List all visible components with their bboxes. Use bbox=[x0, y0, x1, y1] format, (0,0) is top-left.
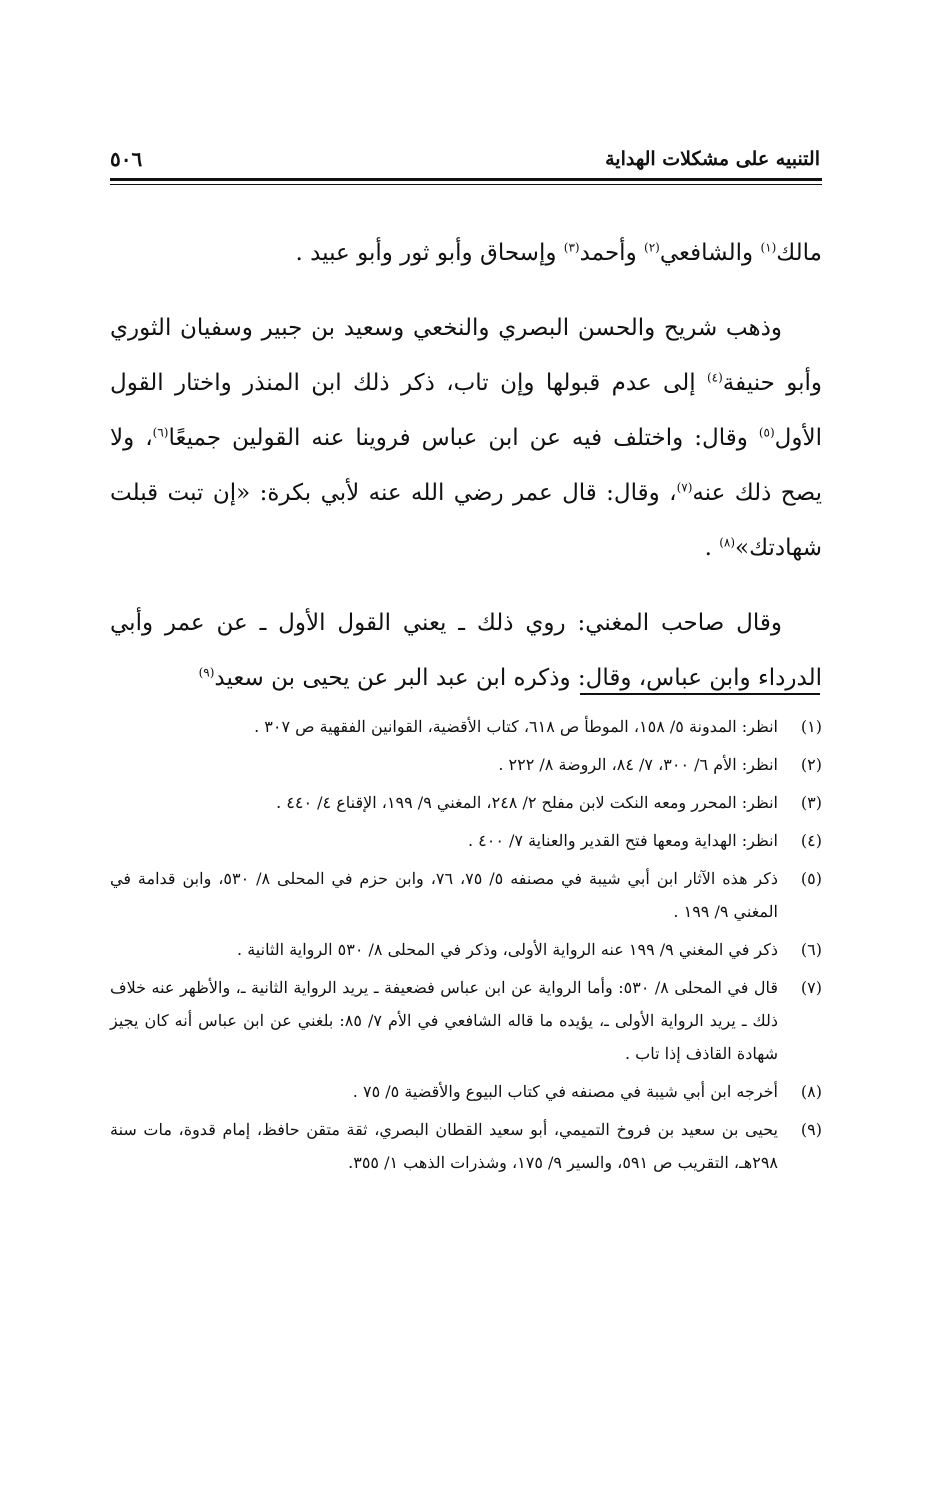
text-span: إلى عدم قبولها وإن تاب، ذكر ذلك ابن المنذر واختار القول الأول bbox=[110, 370, 822, 451]
footnote-number: (٨) bbox=[800, 1082, 822, 1101]
footnote bbox=[110, 710, 822, 743]
footnote bbox=[110, 933, 822, 966]
footnote bbox=[110, 862, 822, 928]
text-span: وإسحاق وأبو ثور وأبو عبيد . bbox=[295, 240, 564, 266]
text-span: ، وقال: قال عمر رضي الله عنه لأبي بكرة: «إن تبت قبلت شهادتك» bbox=[110, 480, 822, 561]
footnote-number: (٣) bbox=[800, 793, 822, 812]
footnote-text: يحيى بن سعيد بن فروخ التميمي، أبو سعيد القطان البصري، ثقة متقن حافظ، إمام قدوة، مات سنة ٢٩٨هـ، التقريب ص ٥٩١، والسير ٩/ ١٧٥، وشذرات الذهب ١/ ٣٥٥. bbox=[110, 1120, 778, 1172]
footnote-ref-3: (٣) bbox=[563, 240, 580, 255]
footnote-text: أخرجه ابن أبي شيبة في مصنفه في كتاب البيوع والأقضية ٥/ ٧٥ . bbox=[352, 1082, 778, 1101]
text-span: وقال صاحب المغني: روي ذلك ـ يعني القول الأول ـ عن عمر وأبي الدرداء وابن عباس، وقال: وذكره ابن عبد البر عن يحيى بن سعيد bbox=[110, 610, 822, 691]
footnote bbox=[110, 786, 822, 819]
footnote-ref-6: (٦) bbox=[152, 425, 169, 440]
footnote-separator bbox=[580, 693, 820, 695]
footnote bbox=[110, 1113, 822, 1179]
page-number: ٥٠٦ bbox=[110, 147, 143, 171]
footnote-text: انظر: الهداية ومعها فتح القدير والعناية ٧/ ٤٠٠ . bbox=[467, 831, 778, 850]
text-span: ، ولا يصح ذلك عنه bbox=[110, 425, 822, 506]
footnote-ref-8: (٨) bbox=[719, 535, 736, 550]
text-span: . bbox=[704, 535, 720, 561]
footnote-text: انظر: المحرر ومعه النكت لابن مفلح ٢/ ٢٤٨، المغني ٩/ ١٩٩، الإقناع ٤/ ٤٤٠ . bbox=[276, 793, 778, 812]
footnote-ref-1: (١) bbox=[760, 240, 777, 255]
text-span: والشافعي bbox=[659, 240, 761, 266]
footnote-number: (٤) bbox=[800, 831, 822, 850]
footnote-ref-9: (٩) bbox=[198, 665, 215, 680]
header-rule-thick bbox=[110, 178, 822, 181]
footnote-text: انظر: المدونة ٥/ ١٥٨، الموطأ ص ٦١٨، كتاب الأقضية، القوانين الفقهية ص ٣٠٧ . bbox=[254, 717, 778, 736]
text-span: وقال: واختلف فيه عن ابن عباس فروينا عنه القولين جميعًا bbox=[168, 425, 759, 451]
footnote-text: قال في المحلى ٨/ ٥٣٠: وأما الرواية عن ابن عباس فضعيفة ـ يريد الرواية الثانية ـ، والأظهر عنه خلاف ذلك ـ يريد الرواية الأولى ـ، يؤيده ما قاله الشافعي في الأم ٧/ ٨٥: بلغني عن ابن عباس أنه كان يجيز شهادة القاذف إذا تاب . bbox=[110, 978, 779, 1063]
text-span: مالك bbox=[776, 240, 822, 266]
footnote-number: (٧) bbox=[800, 978, 822, 997]
text-span: وأحمد bbox=[579, 240, 644, 266]
footnote-text: انظر: الأم ٦/ ٣٠٠، ٧/ ٨٤، الروضة ٨/ ٢٢٢ . bbox=[498, 755, 778, 774]
text-span: وذهب شريح والحسن البصري والنخعي وسعيد بن جبير وسفيان الثوري وأبو حنيفة bbox=[110, 315, 823, 396]
paragraph-1 bbox=[110, 226, 822, 281]
footnote-text: ذكر في المغني ٩/ ١٩٩ عنه الرواية الأولى، وذكر في المحلى ٨/ ٥٣٠ الرواية الثانية . bbox=[237, 940, 778, 959]
footnote-number: (٦) bbox=[800, 940, 822, 959]
footnote bbox=[110, 971, 822, 1070]
running-title: التنبيه على مشكلات الهداية bbox=[605, 148, 820, 170]
footnotes bbox=[110, 710, 822, 1184]
footnote bbox=[110, 748, 822, 781]
footnote bbox=[110, 1075, 822, 1108]
footnote-number: (٢) bbox=[800, 755, 822, 774]
running-header bbox=[110, 142, 820, 176]
footnote-ref-2: (٢) bbox=[644, 240, 660, 255]
footnote-number: (٥) bbox=[800, 869, 822, 888]
footnote-text: ذكر هذه الآثار ابن أبي شيبة في مصنفه ٥/ ٧٥، ٧٦، وابن حزم في المحلى ٨/ ٥٣٠، وابن قدامة في المغني ٩/ ١٩٩ . bbox=[110, 869, 779, 921]
main-text bbox=[110, 226, 822, 726]
footnote-ref-4: (٤) bbox=[706, 370, 723, 385]
footnote-number: (١) bbox=[800, 717, 822, 736]
header-rule-thin bbox=[110, 184, 822, 185]
paragraph-2 bbox=[110, 301, 822, 576]
footnote-ref-5: (٥) bbox=[758, 425, 775, 440]
footnote-number: (٩) bbox=[800, 1120, 822, 1139]
paragraph-3 bbox=[110, 596, 822, 706]
footnote bbox=[110, 824, 822, 857]
footnote-ref-7: (٧) bbox=[676, 480, 693, 495]
